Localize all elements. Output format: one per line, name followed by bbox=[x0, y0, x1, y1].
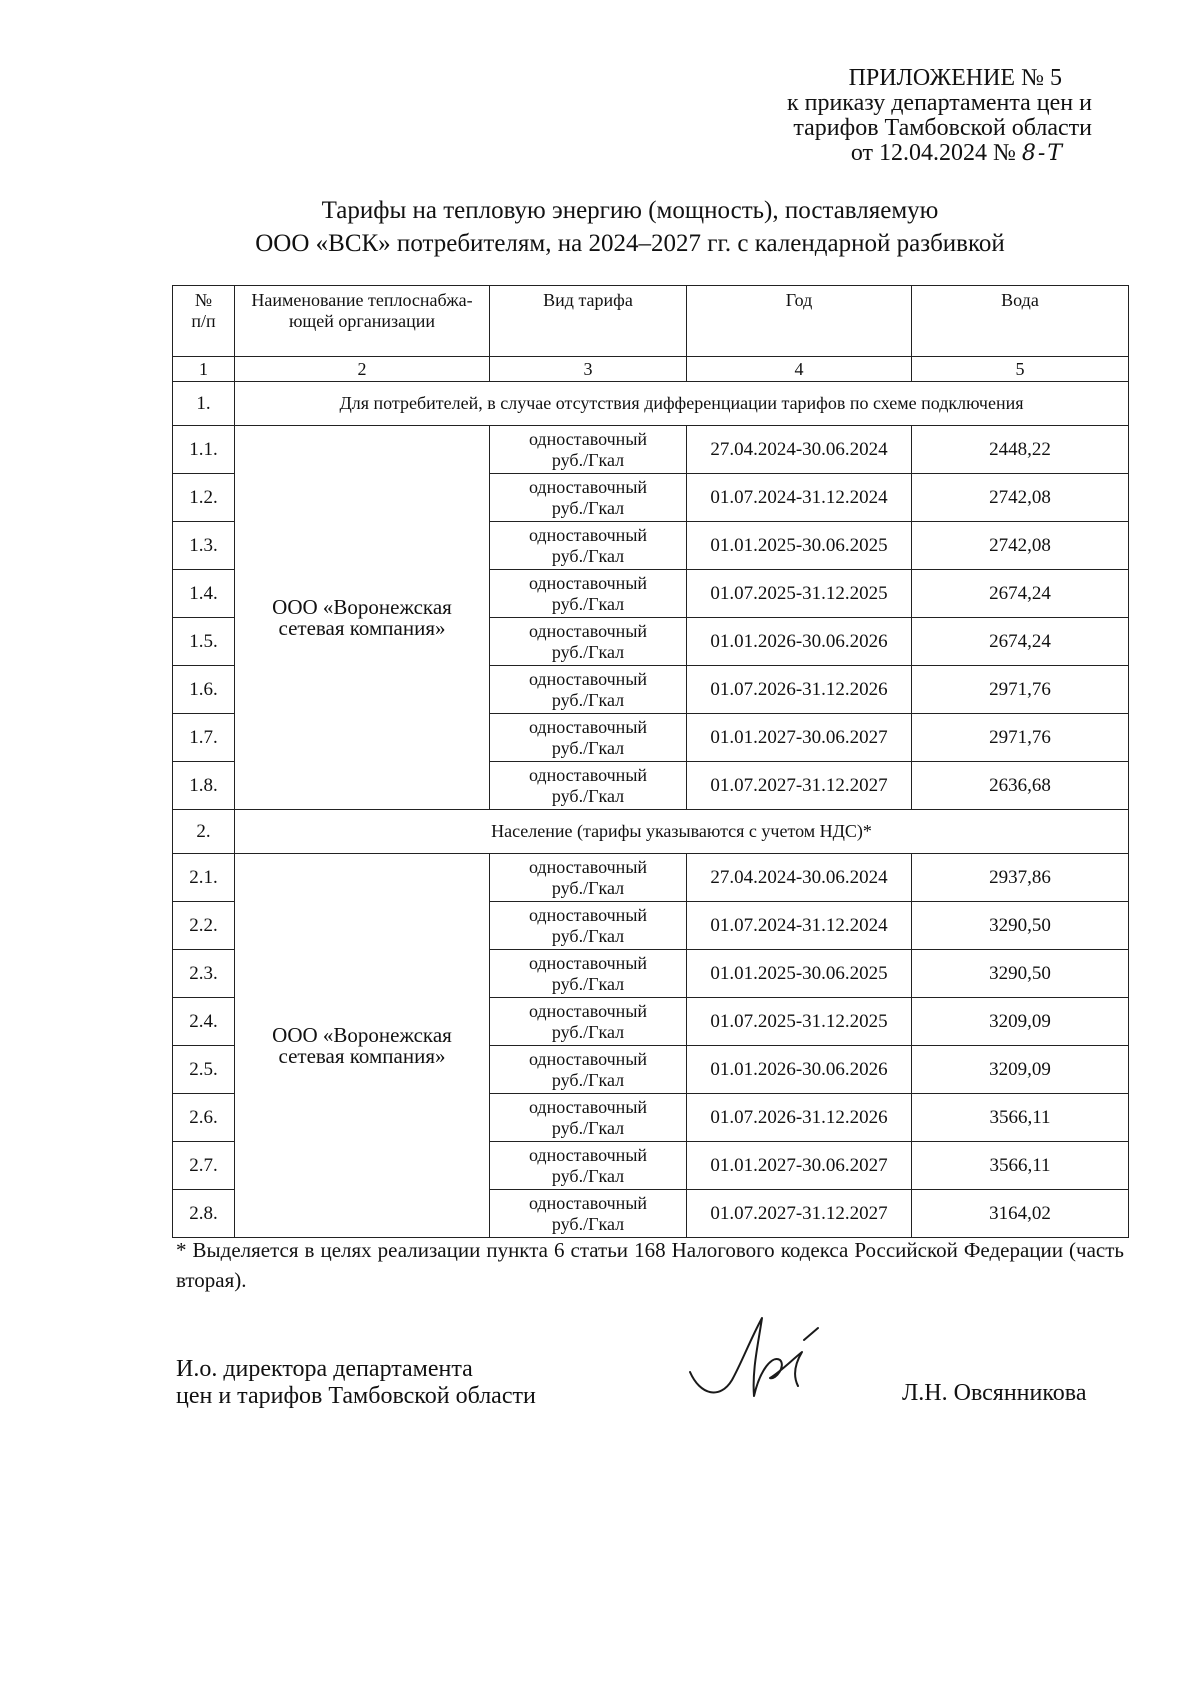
table-row bbox=[173, 854, 1129, 902]
header-org-line-2: ющей организации bbox=[288, 311, 436, 331]
tariff-unit: руб./Гкал bbox=[551, 1021, 625, 1042]
tariff-period: 01.01.2026-30.06.2026 bbox=[687, 1046, 912, 1094]
tariff-unit: руб./Гкал bbox=[551, 1213, 625, 1234]
water-tariff-value: 3566,11 bbox=[912, 1142, 1129, 1190]
footnote: * Выделяется в целях реализации пункта 6 статьи 168 Налогового кодекса Российской Федерации (часть вторая). bbox=[176, 1238, 1124, 1292]
section-title: Население (тарифы указываются с учетом НДС)* bbox=[235, 810, 1129, 854]
organization-name bbox=[235, 426, 490, 810]
document-title bbox=[150, 194, 1110, 260]
appendix-title: ПРИЛОЖЕНИЕ № 5 bbox=[848, 65, 1062, 91]
section-row bbox=[173, 382, 1129, 426]
row-number: 2.7. bbox=[173, 1142, 235, 1190]
water-tariff-value: 2971,76 bbox=[912, 666, 1129, 714]
tariff-period: 01.07.2026-31.12.2026 bbox=[687, 666, 912, 714]
water-tariff-value: 2448,22 bbox=[912, 426, 1129, 474]
tariff-table bbox=[172, 285, 1129, 1238]
handwritten-signature bbox=[680, 1300, 830, 1420]
tariff-period: 01.07.2025-31.12.2025 bbox=[687, 998, 912, 1046]
appendix-header bbox=[632, 66, 1092, 166]
signer-position-line-1: И.о. директора департамента bbox=[176, 1356, 473, 1382]
row-number: 2.8. bbox=[173, 1190, 235, 1238]
tariff-type-label: одноставочный bbox=[528, 716, 648, 737]
tariff-type-label: одноставочный bbox=[528, 428, 648, 449]
tariff-unit: руб./Гкал bbox=[551, 545, 625, 566]
tariff-unit: руб./Гкал bbox=[551, 1165, 625, 1186]
tariff-type-label: одноставочный bbox=[528, 668, 648, 689]
row-number: 1.8. bbox=[173, 762, 235, 810]
section-title: Для потребителей, в случае отсутствия дифференциации тарифов по схеме подключения bbox=[235, 382, 1129, 426]
table-header-row bbox=[173, 286, 1129, 357]
tariff-type-label: одноставочный bbox=[528, 1144, 648, 1165]
row-number: 2.1. bbox=[173, 854, 235, 902]
tariff-period: 27.04.2024-30.06.2024 bbox=[687, 426, 912, 474]
tariff-type bbox=[490, 522, 687, 570]
tariff-unit: руб./Гкал bbox=[551, 449, 625, 470]
header-num-line-2: п/п bbox=[191, 311, 216, 331]
row-number: 1.6. bbox=[173, 666, 235, 714]
water-tariff-value: 2674,24 bbox=[912, 570, 1129, 618]
row-number: 1.5. bbox=[173, 618, 235, 666]
tariff-type bbox=[490, 762, 687, 810]
water-tariff-value: 2971,76 bbox=[912, 714, 1129, 762]
header-org bbox=[235, 286, 490, 357]
tariff-unit: руб./Гкал bbox=[551, 1069, 625, 1090]
tariff-period: 01.01.2027-30.06.2027 bbox=[687, 714, 912, 762]
header-num-line-1: № bbox=[194, 290, 213, 310]
tariff-type-label: одноставочный bbox=[528, 524, 648, 545]
tariff-type bbox=[490, 1190, 687, 1238]
appendix-date-line bbox=[632, 141, 1092, 166]
row-number: 1.7. bbox=[173, 714, 235, 762]
tariff-type bbox=[490, 998, 687, 1046]
tariff-type bbox=[490, 902, 687, 950]
tariff-unit: руб./Гкал bbox=[551, 737, 625, 758]
row-number: 1.2. bbox=[173, 474, 235, 522]
table-row bbox=[173, 426, 1129, 474]
tariff-period: 01.07.2024-31.12.2024 bbox=[687, 902, 912, 950]
tariff-unit: руб./Гкал bbox=[551, 497, 625, 518]
tariff-unit: руб./Гкал bbox=[551, 785, 625, 806]
tariff-type-label: одноставочный bbox=[528, 476, 648, 497]
column-number: 4 bbox=[687, 357, 912, 382]
row-number: 2.3. bbox=[173, 950, 235, 998]
tariff-period: 01.07.2027-31.12.2027 bbox=[687, 762, 912, 810]
header-water: Вода bbox=[912, 286, 1129, 357]
appendix-department-line: тарифов Тамбовской области bbox=[793, 115, 1092, 141]
water-tariff-value: 3209,09 bbox=[912, 998, 1129, 1046]
water-tariff-value: 2937,86 bbox=[912, 854, 1129, 902]
tariff-period: 01.07.2026-31.12.2026 bbox=[687, 1094, 912, 1142]
column-number: 1 bbox=[173, 357, 235, 382]
tariff-type-label: одноставочный bbox=[528, 952, 648, 973]
section-number: 2. bbox=[173, 810, 235, 854]
organization-name-line-1: ООО «Воронежская bbox=[272, 594, 452, 619]
row-number: 2.4. bbox=[173, 998, 235, 1046]
tariff-period: 01.01.2025-30.06.2025 bbox=[687, 522, 912, 570]
tariff-period: 01.07.2027-31.12.2027 bbox=[687, 1190, 912, 1238]
column-number: 5 bbox=[912, 357, 1129, 382]
water-tariff-value: 3566,11 bbox=[912, 1094, 1129, 1142]
organization-name-line-2: сетевая компания» bbox=[278, 1043, 446, 1068]
water-tariff-value: 3290,50 bbox=[912, 902, 1129, 950]
tariff-type bbox=[490, 570, 687, 618]
tariff-type bbox=[490, 618, 687, 666]
tariff-period: 01.01.2026-30.06.2026 bbox=[687, 618, 912, 666]
organization-name bbox=[235, 854, 490, 1238]
section-row bbox=[173, 810, 1129, 854]
appendix-date: от 12.04.2024 № bbox=[850, 140, 1016, 166]
tariff-type-label: одноставочный bbox=[528, 572, 648, 593]
tariff-type bbox=[490, 714, 687, 762]
handwritten-order-number: 8-Т bbox=[1021, 141, 1064, 166]
signer-position-line-2: цен и тарифов Тамбовской области bbox=[176, 1383, 536, 1409]
tariff-period: 01.07.2025-31.12.2025 bbox=[687, 570, 912, 618]
header-type: Вид тарифа bbox=[490, 286, 687, 357]
tariff-type bbox=[490, 1094, 687, 1142]
appendix-order-line: к приказу департамента цен и bbox=[786, 90, 1092, 116]
tariff-type bbox=[490, 950, 687, 998]
column-number: 3 bbox=[490, 357, 687, 382]
tariff-unit: руб./Гкал bbox=[551, 973, 625, 994]
tariff-period: 01.07.2024-31.12.2024 bbox=[687, 474, 912, 522]
organization-name-line-1: ООО «Воронежская bbox=[272, 1022, 452, 1047]
tariff-period: 01.01.2025-30.06.2025 bbox=[687, 950, 912, 998]
tariff-type-label: одноставочный bbox=[528, 620, 648, 641]
tariff-type bbox=[490, 426, 687, 474]
tariff-type bbox=[490, 1046, 687, 1094]
tariff-type bbox=[490, 1142, 687, 1190]
tariff-type-label: одноставочный bbox=[528, 1192, 648, 1213]
row-number: 2.2. bbox=[173, 902, 235, 950]
signer-name: Л.Н. Овсянникова bbox=[902, 1380, 1087, 1406]
tariff-type bbox=[490, 474, 687, 522]
water-tariff-value: 2742,08 bbox=[912, 474, 1129, 522]
tariff-unit: руб./Гкал bbox=[551, 689, 625, 710]
row-number: 1.3. bbox=[173, 522, 235, 570]
header-org-line-1: Наименование теплоснабжа- bbox=[251, 290, 473, 310]
water-tariff-value: 3290,50 bbox=[912, 950, 1129, 998]
tariff-period: 01.01.2027-30.06.2027 bbox=[687, 1142, 912, 1190]
row-number: 1.1. bbox=[173, 426, 235, 474]
water-tariff-value: 3209,09 bbox=[912, 1046, 1129, 1094]
tariff-type-label: одноставочный bbox=[528, 856, 648, 877]
row-number: 1.4. bbox=[173, 570, 235, 618]
column-number: 2 bbox=[235, 357, 490, 382]
section-number: 1. bbox=[173, 382, 235, 426]
water-tariff-value: 2674,24 bbox=[912, 618, 1129, 666]
tariff-unit: руб./Гкал bbox=[551, 877, 625, 898]
tariff-type-label: одноставочный bbox=[528, 1000, 648, 1021]
title-line-1: Тарифы на тепловую энергию (мощность), поставляемую bbox=[321, 197, 939, 224]
tariff-type-label: одноставочный bbox=[528, 1096, 648, 1117]
tariff-unit: руб./Гкал bbox=[551, 925, 625, 946]
tariff-unit: руб./Гкал bbox=[551, 593, 625, 614]
tariff-type-label: одноставочный bbox=[528, 1048, 648, 1069]
tariff-type bbox=[490, 666, 687, 714]
tariff-type-label: одноставочный bbox=[528, 904, 648, 925]
header-year: Год bbox=[687, 286, 912, 357]
header-num bbox=[173, 286, 235, 357]
tariff-period: 27.04.2024-30.06.2024 bbox=[687, 854, 912, 902]
row-number: 2.6. bbox=[173, 1094, 235, 1142]
signer-position bbox=[176, 1356, 536, 1410]
water-tariff-value: 2742,08 bbox=[912, 522, 1129, 570]
tariff-unit: руб./Гкал bbox=[551, 641, 625, 662]
water-tariff-value: 2636,68 bbox=[912, 762, 1129, 810]
column-number-row bbox=[173, 357, 1129, 382]
tariff-unit: руб./Гкал bbox=[551, 1117, 625, 1138]
water-tariff-value: 3164,02 bbox=[912, 1190, 1129, 1238]
row-number: 2.5. bbox=[173, 1046, 235, 1094]
tariff-type-label: одноставочный bbox=[528, 764, 648, 785]
organization-name-line-2: сетевая компания» bbox=[278, 615, 446, 640]
title-line-2: ООО «ВСК» потребителям, на 2024–2027 гг. с календарной разбивкой bbox=[255, 230, 1005, 257]
tariff-type bbox=[490, 854, 687, 902]
